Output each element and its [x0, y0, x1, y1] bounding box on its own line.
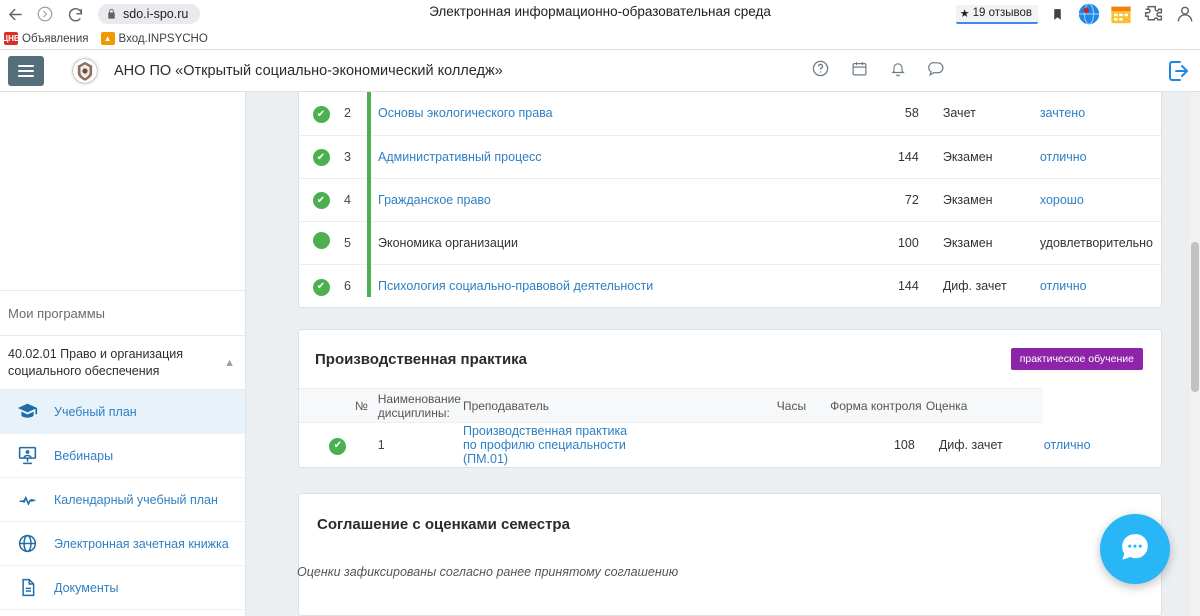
- sidebar-program-label: 40.02.01 Право и организация социального обеспечения: [8, 346, 184, 378]
- discipline-link[interactable]: Основы экологического права: [378, 106, 553, 121]
- col-discipline: Наименование дисциплины:: [377, 389, 462, 423]
- row-discipline[interactable]: [377, 92, 865, 135]
- row-status: [299, 178, 343, 221]
- table-row[interactable]: [299, 264, 1161, 307]
- row-status: [299, 135, 343, 178]
- row-hours: 100: [865, 221, 929, 264]
- chevron-up-icon: ▲: [224, 356, 235, 369]
- address-bar[interactable]: [98, 4, 200, 24]
- logout-button[interactable]: [1166, 50, 1190, 92]
- row-mark[interactable]: хорошо: [1039, 178, 1161, 221]
- sidebar-item-label: Электронная зачетная книжка: [54, 536, 229, 551]
- agreement-section: [298, 493, 1162, 616]
- bookmark-announcements[interactable]: [4, 32, 89, 45]
- col-num: №: [299, 389, 377, 423]
- announcements-favicon-icon: ЦНБ: [2, 34, 20, 43]
- row-mark[interactable]: отлично: [1039, 264, 1161, 307]
- practice-table: [299, 388, 1161, 467]
- row-number: 2: [344, 106, 351, 121]
- discipline-link[interactable]: Производственная практика по профилю специальности (ПМ.01): [462, 424, 628, 466]
- url-text: sdo.i-spo.ru: [123, 7, 189, 21]
- page-scrollbar-thumb[interactable]: [1191, 242, 1199, 392]
- star-icon: ★: [959, 7, 970, 20]
- row-status: [299, 92, 343, 135]
- chat-fab-button[interactable]: [1100, 514, 1170, 584]
- agreement-text: Оценки зафиксированы согласно ранее принятому соглашению: [297, 565, 679, 579]
- inpsycho-favicon-icon: ▲: [101, 32, 115, 45]
- profile-avatar-icon[interactable]: [1172, 1, 1198, 27]
- row-mark[interactable]: отлично: [1043, 437, 1091, 452]
- calendar-extension-icon[interactable]: [1108, 1, 1134, 27]
- row-control-form: Зачет: [942, 106, 976, 121]
- menu-burger-button[interactable]: [8, 56, 44, 86]
- row-number: 1: [377, 438, 385, 452]
- row-discipline[interactable]: [377, 264, 865, 307]
- table-row[interactable]: [299, 178, 1161, 221]
- row-discipline[interactable]: [462, 423, 640, 468]
- organization-title: АНО ПО «Открытый социально-экономический колледж»: [114, 62, 503, 79]
- graduation-cap-icon: [14, 399, 40, 425]
- page-scrollbar-track[interactable]: [1190, 92, 1200, 616]
- discipline-link[interactable]: Гражданское право: [378, 192, 491, 207]
- row-hours: 144: [865, 264, 929, 307]
- main-content: [246, 92, 1200, 616]
- page-title: Электронная информационно-образовательная среда: [429, 4, 771, 19]
- row-teacher: [640, 423, 816, 468]
- row-control-form: Диф. зачет: [938, 438, 1003, 452]
- globe-icon: [14, 531, 40, 557]
- curriculum-table-card: [298, 92, 1162, 308]
- sidebar-item-label: Учебный план: [54, 404, 137, 419]
- col-control-form: Форма контроля: [816, 389, 925, 423]
- curriculum-table: [299, 92, 1161, 307]
- header-icon-group: [812, 50, 945, 92]
- calendar-icon[interactable]: [851, 60, 868, 82]
- progress-rail: [367, 92, 371, 297]
- check-circle-icon: ✔: [313, 192, 330, 209]
- bookmark-flag-icon[interactable]: [1044, 1, 1070, 27]
- agreement-title: Соглашение с оценками семестра: [317, 516, 570, 533]
- row-mark: удовлетворительно: [1039, 221, 1161, 264]
- app-header: [0, 50, 1200, 92]
- sidebar-item-documents[interactable]: [0, 566, 245, 610]
- practice-title: Производственная практика: [315, 350, 528, 368]
- filled-circle-icon: [313, 232, 330, 249]
- presentation-icon: [14, 443, 40, 469]
- chat-icon[interactable]: [928, 60, 945, 82]
- row-status: [299, 264, 343, 307]
- sidebar-item-label: Календарный учебный план: [54, 492, 218, 507]
- table-row[interactable]: [299, 135, 1161, 178]
- reviews-label: 19 отзывов: [972, 7, 1032, 19]
- discipline-link[interactable]: Психология социально-правовой деятельности: [378, 278, 654, 293]
- row-discipline[interactable]: [377, 135, 865, 178]
- col-mark: Оценка: [925, 389, 1043, 423]
- reviews-badge[interactable]: [956, 5, 1038, 24]
- practice-header: [299, 330, 1161, 388]
- table-row[interactable]: [299, 423, 1161, 468]
- row-hours: 108: [893, 438, 915, 452]
- chrome-right-icons: [956, 0, 1200, 28]
- bookmark-label: Вход.INPSYCHO: [118, 32, 208, 45]
- sidebar-section-title: Мои программы: [0, 290, 245, 336]
- back-arrow-icon[interactable]: [0, 0, 30, 28]
- row-discipline: Экономика организации: [377, 221, 865, 264]
- check-circle-icon: ✔: [313, 279, 330, 296]
- table-row[interactable]: [299, 92, 1161, 135]
- burger-icon: [18, 62, 34, 80]
- row-status: [299, 221, 343, 264]
- row-control-form: Экзамен: [929, 178, 1039, 221]
- check-circle-icon: ✔: [313, 149, 330, 166]
- row-control-form: Экзамен: [929, 135, 1039, 178]
- bookmarks-bar: [0, 28, 1200, 50]
- col-hours: Часы: [640, 389, 816, 423]
- documents-icon: [14, 575, 40, 601]
- lock-icon: [106, 8, 117, 20]
- check-circle-icon: ✔: [313, 106, 330, 123]
- row-control-form: Экзамен: [929, 221, 1039, 264]
- bookmark-label: Объявления: [22, 32, 89, 45]
- calendar-plan-icon: [14, 487, 40, 513]
- browser-toolbar: [0, 0, 1200, 28]
- row-number: 6: [343, 264, 377, 307]
- practice-badge: практическое обучение: [1011, 348, 1143, 370]
- row-hours: 58: [904, 106, 919, 121]
- table-row[interactable]: [299, 221, 1161, 264]
- row-hours: 144: [865, 135, 929, 178]
- sidebar-item-calendar-plan[interactable]: [0, 478, 245, 522]
- reload-icon[interactable]: [60, 0, 90, 28]
- col-teacher: Преподаватель: [462, 389, 640, 423]
- extension-globe-icon[interactable]: [1076, 1, 1102, 27]
- sidebar-item-label: Документы: [54, 580, 119, 595]
- sidebar-item-label: Вебинары: [54, 448, 114, 463]
- forward-arrow-icon[interactable]: [30, 0, 60, 28]
- row-hours: 72: [865, 178, 929, 221]
- check-circle-icon: ✔: [329, 438, 346, 455]
- practice-table-header: [299, 389, 1161, 423]
- sidebar-spacer: [0, 92, 245, 290]
- discipline-link[interactable]: Административный процесс: [378, 149, 542, 164]
- row-number: 4: [343, 178, 377, 221]
- row-mark[interactable]: отлично: [1039, 135, 1161, 178]
- row-number: 3: [343, 135, 377, 178]
- row-status: [299, 423, 377, 468]
- sidebar: [0, 92, 246, 616]
- row-control-form: Диф. зачет: [929, 264, 1039, 307]
- help-icon[interactable]: [812, 60, 829, 82]
- bell-icon[interactable]: [890, 60, 906, 82]
- sidebar-item-study-plan[interactable]: [0, 390, 245, 434]
- row-number: 5: [343, 221, 377, 264]
- sidebar-item-record-book[interactable]: [0, 522, 245, 566]
- chat-bubble-icon: [1118, 530, 1152, 569]
- sidebar-program-selector[interactable]: [0, 336, 245, 390]
- sidebar-item-webinars[interactable]: [0, 434, 245, 478]
- practice-section: [298, 329, 1162, 468]
- bookmark-inpsycho[interactable]: [101, 32, 208, 45]
- row-mark[interactable]: зачтено: [1039, 106, 1086, 121]
- college-logo: [70, 56, 100, 86]
- extensions-puzzle-icon[interactable]: [1140, 1, 1166, 27]
- row-discipline[interactable]: [377, 178, 865, 221]
